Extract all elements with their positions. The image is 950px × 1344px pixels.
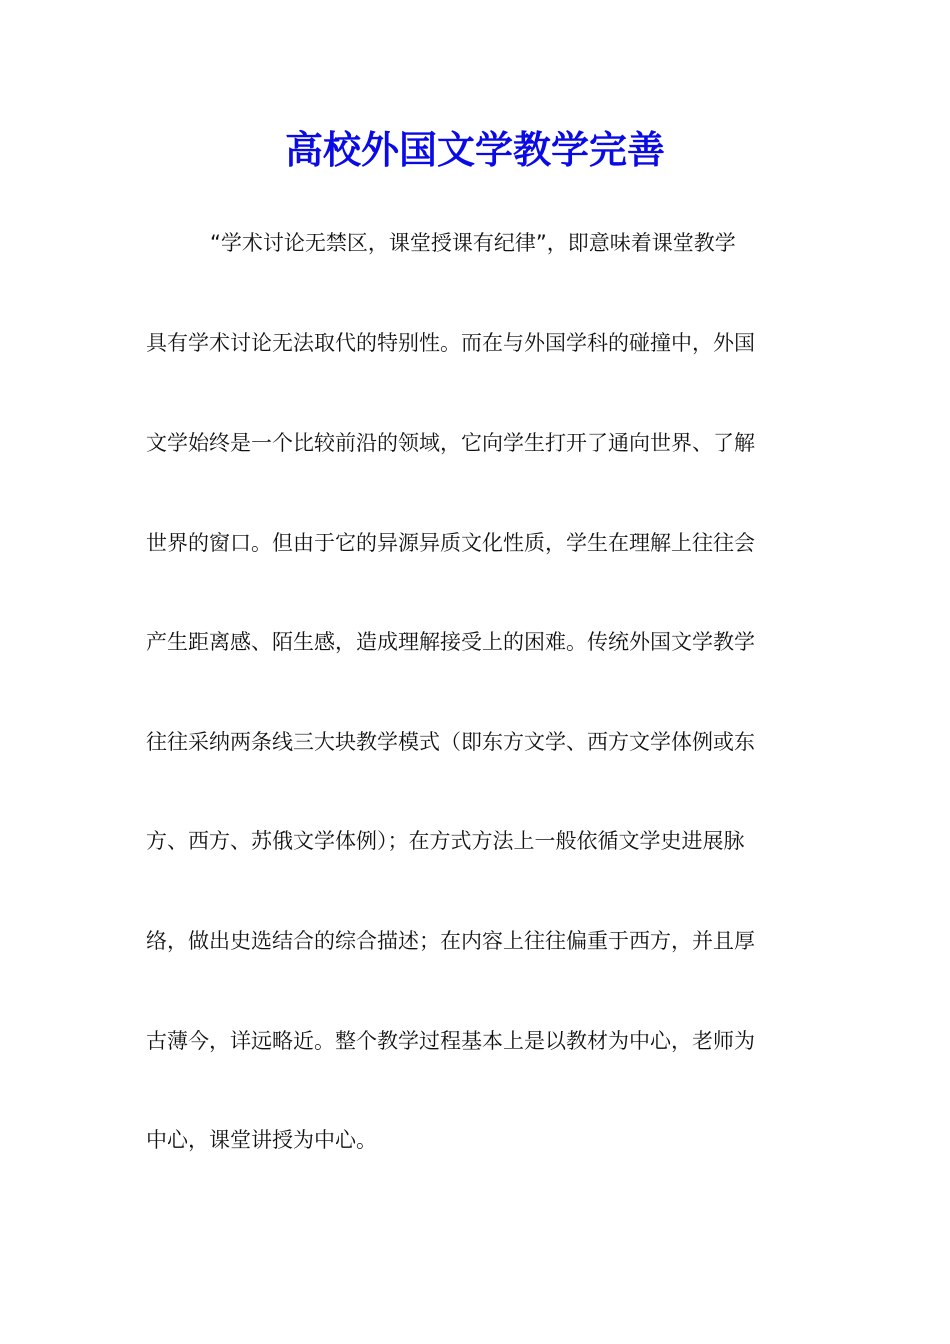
paragraph-line: 络，做出史选结合的综合描述；在内容上往往偏重于西方，并且厚 (146, 929, 755, 953)
paragraph-line: 中心，课堂讲授为中心。 (146, 1128, 377, 1152)
paragraph-line: “学术讨论无禁区，课堂授课有纪律”，即意味着课堂教学 (210, 231, 736, 255)
paragraph-line: 方、西方、苏俄文学体例）；在方式方法上一般依循文学史进展脉 (146, 829, 745, 853)
paragraph-line: 文学始终是一个比较前沿的领域，它向学生打开了通向世界、了解 (146, 431, 755, 455)
paragraph-line: 世界的窗口。但由于它的异源异质文化性质，学生在理解上往往会 (146, 531, 755, 555)
paragraph-line: 往往采纳两条线三大块教学模式（即东方文学、西方文学体例或东 (146, 730, 755, 754)
paragraph-line: 古薄今，详远略近。整个教学过程基本上是以教材为中心，老师为 (146, 1029, 755, 1053)
paragraph-line: 产生距离感、陌生感，造成理解接受上的困难。传统外国文学教学 (146, 630, 755, 654)
document-title: 高校外国文学教学完善 (284, 127, 665, 172)
paragraph-line: 具有学术讨论无法取代的特别性。而在与外国学科的碰撞中，外国 (146, 331, 755, 355)
